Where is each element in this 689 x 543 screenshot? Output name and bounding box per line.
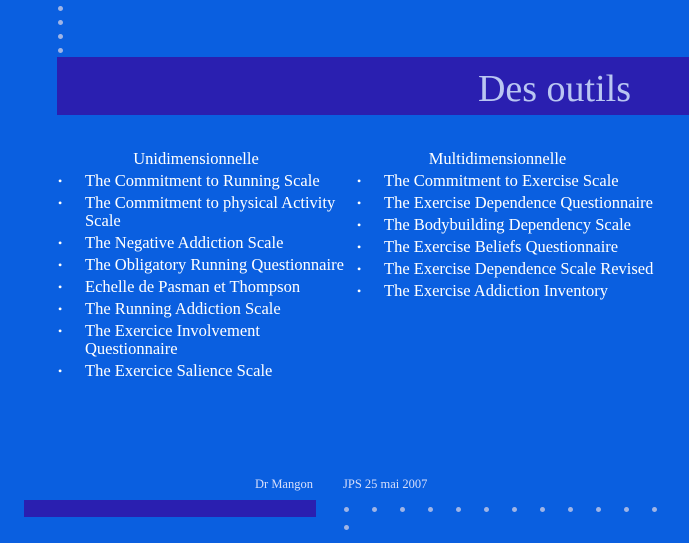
list-item — [56, 234, 346, 252]
bullet: • — [357, 284, 362, 298]
right-list — [355, 172, 655, 300]
bullet: • — [58, 364, 63, 378]
right-column — [355, 150, 655, 304]
dot — [344, 525, 349, 530]
footer-author: Dr Mangon — [255, 477, 313, 491]
dot — [344, 507, 349, 512]
bullet: • — [357, 174, 362, 188]
list-item-text: The Commitment to Exercise Scale — [384, 171, 619, 190]
list-item-text: The Commitment to Running Scale — [85, 171, 320, 190]
decorative-dots-bottom — [344, 507, 689, 513]
list-item-text: The Exercise Dependence Scale Revised — [384, 259, 654, 278]
list-item-text: The Commitment to physical Activity Scale — [85, 193, 336, 230]
list-item-text: Echelle de Pasman et Thompson — [85, 277, 301, 296]
bullet: • — [58, 174, 63, 188]
dot — [596, 507, 601, 512]
bullet: • — [58, 196, 63, 210]
dot — [58, 48, 63, 53]
list-item — [56, 172, 346, 190]
list-item-text: The Exercice Salience Scale — [85, 361, 273, 380]
dot — [58, 20, 63, 25]
bullet: • — [58, 324, 63, 338]
right-column-heading: Multidimensionnelle — [428, 149, 567, 168]
bullet: • — [58, 258, 63, 272]
list-item-text: The Negative Addiction Scale — [85, 233, 284, 252]
bullet: • — [58, 280, 63, 294]
slide-title: Des outils — [477, 68, 631, 110]
bullet: • — [58, 302, 63, 316]
dot — [372, 507, 377, 512]
bullet: • — [357, 196, 362, 210]
list-item — [56, 362, 346, 380]
list-item — [56, 194, 346, 230]
dot — [652, 507, 657, 512]
list-item-text: The Exercise Dependence Questionnaire — [384, 193, 653, 212]
list-item — [56, 256, 346, 274]
dot — [484, 507, 489, 512]
list-item — [355, 194, 655, 212]
dot — [400, 507, 405, 512]
list-item — [355, 216, 655, 234]
list-item-text: The Running Addiction Scale — [85, 299, 281, 318]
list-item — [355, 260, 655, 278]
left-column-heading: Unidimensionnelle — [133, 149, 259, 168]
list-item-text: The Obligatory Running Questionnaire — [85, 255, 344, 274]
dot — [58, 34, 63, 39]
list-item-text: The Exercise Addiction Inventory — [384, 281, 609, 300]
dot — [58, 6, 63, 11]
left-column — [56, 150, 346, 384]
list-item-text: The Bodybuilding Dependency Scale — [384, 215, 631, 234]
list-item — [355, 282, 655, 300]
footer-event: JPS 25 mai 2007 — [343, 477, 428, 491]
list-item-text: The Exercice Involvement Questionnaire — [85, 321, 260, 358]
bullet: • — [357, 262, 362, 276]
dot — [512, 507, 517, 512]
bullet: • — [357, 218, 362, 232]
list-item — [56, 278, 346, 296]
list-item — [56, 300, 346, 318]
dot — [456, 507, 461, 512]
dot — [540, 507, 545, 512]
list-item — [56, 322, 346, 358]
list-item — [355, 172, 655, 190]
left-list — [56, 172, 346, 380]
list-item-text: The Exercise Beliefs Questionnaire — [384, 237, 619, 256]
bullet: • — [58, 236, 63, 250]
bullet: • — [357, 240, 362, 254]
dot — [624, 507, 629, 512]
decorative-dots-top — [58, 6, 68, 62]
bottom-bar — [24, 500, 316, 517]
list-item — [355, 238, 655, 256]
dot — [568, 507, 573, 512]
dot — [428, 507, 433, 512]
